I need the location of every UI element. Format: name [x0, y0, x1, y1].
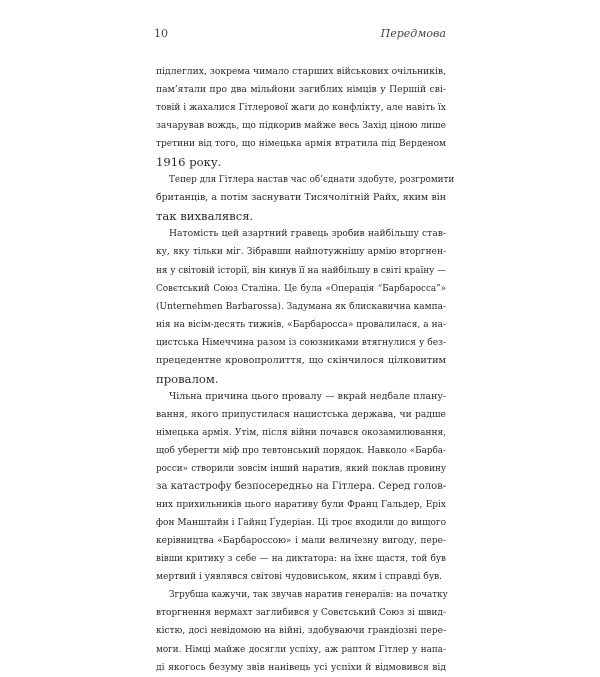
text-line: британців, а потім заснувати Тисячолітній Райх, яким він	[156, 192, 446, 204]
text-line: товій і жахалися Гітлерової жаги до конфлікту, але навіть їх	[156, 103, 446, 114]
text-line: підлеглих, зокрема чимало старших військових очільників,	[156, 66, 446, 77]
running-head: Передмова	[380, 27, 446, 40]
text-line: вторгнення вермахт заглибився у Совєтський Союз зі швид-	[156, 608, 446, 619]
text-line: фон Манштайн і Гайнц Ґудеріан. Ці троє входили до вищого	[156, 518, 446, 529]
text-line: ня у світовій історії, він кинув її на найбільшу в світі країну —	[156, 265, 446, 276]
text-line: моги. Німці майже досягли успіху, аж раптом Гітлер у напа-	[156, 644, 446, 655]
text-line: так вихвалявся.	[156, 209, 254, 224]
text-line: (Unternehmen Barbarossa). Задумана як блискавична кампа-	[156, 301, 446, 312]
text-line: провалом.	[156, 371, 219, 386]
text-line: мертвий і уявлявся світові чудовиськом, яким і справді був.	[156, 572, 443, 583]
text-line: за катастрофу безпосередньо на Гітлера. Серед голов-	[156, 481, 447, 493]
text-line: росси» створили зовсім інший наратив, який поклав провину	[156, 464, 446, 475]
text-line: цистська Німеччина разом із союзниками втягнулися у без-	[156, 337, 446, 348]
text-line: Натомість цей азартний гравець зробив найбільшу став-	[169, 228, 446, 240]
text-line: них прихильників цього наративу були Франц Гальдер, Еріх	[156, 500, 446, 511]
text-line: зачарував вождь, що підкорив майже весь Захід ціною лише	[156, 121, 446, 132]
text-line: кістю, досі невідомою на війні, здобуваючи грандіозні пере-	[156, 626, 446, 637]
text-line: третини від того, що німецька армія втратила під Верденом	[156, 139, 446, 150]
text-line: вання, якого припустилася нацистська держава, чи радше	[156, 408, 446, 420]
page-number: 10	[154, 27, 168, 40]
body-text	[156, 63, 455, 677]
text-line: ді якогось безуму звів нанівець усі успіхи й відмовився від	[156, 661, 446, 673]
text-line: керівництва «Барбароссою» і мали величезну вигоду, пере-	[156, 536, 446, 547]
text-line: Згрубша кажучи, так звучав наратив генералів: на початку	[169, 590, 448, 601]
text-line: щоб уберегти міф про тевтонський порядок. Навколо «Барба-	[156, 445, 446, 456]
text-line: Тепер для Гітлера настав час об’єднати здобуте, розгромити	[169, 175, 455, 186]
text-line: прецедентне кровопролиття, що скінчилося цілковитим	[156, 354, 446, 366]
text-line: вівши критику з себе — на диктатора: на їхнє щастя, той був	[156, 554, 446, 565]
text-line: Совєтський Союз Сталіна. Це була «Операція “Барбаросса”»	[156, 283, 446, 294]
text-line: німецька армія. Утім, після війни почався окозамилювання,	[156, 427, 446, 438]
text-line: пам’ятали про два мільйони загиблих німців у Першій сві-	[156, 84, 446, 96]
text-line: нія на вісім-десять тижнів, «Барбаросса» провалилася, а на-	[156, 319, 446, 330]
text-line: 1916 року.	[156, 155, 222, 170]
page-header	[154, 27, 446, 43]
text-line: Чільна причина цього провалу — вкрай недбале плану-	[169, 390, 446, 402]
text-line: ку, яку тільки міг. Зібравши найпотужнішу армію вторгнен-	[156, 247, 446, 258]
